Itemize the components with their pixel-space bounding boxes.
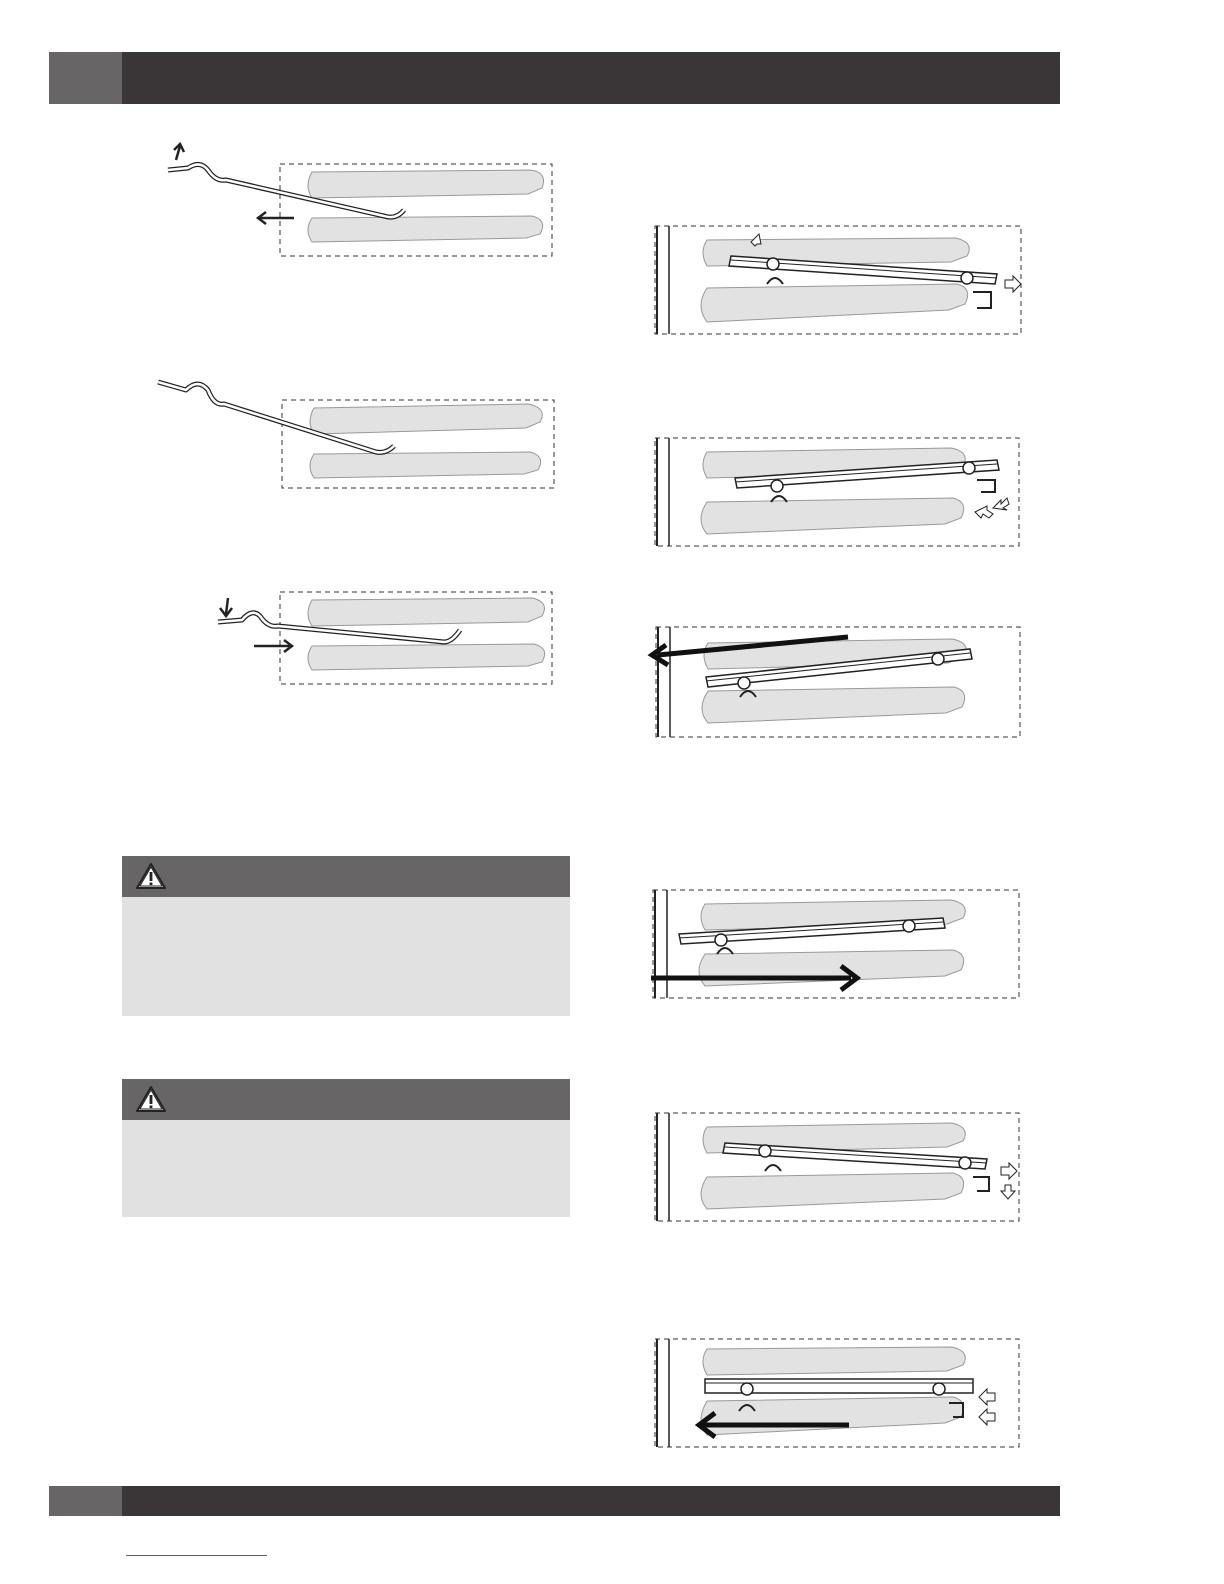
push-right-arrow-icon xyxy=(1001,1163,1017,1179)
push-left-arrow-icon xyxy=(979,1389,995,1425)
page-footer-tab xyxy=(49,1486,122,1516)
slide-rail-step-5-figure xyxy=(655,1113,1027,1223)
push-right-arrow-icon xyxy=(1005,276,1021,292)
slide-rail-step-2-figure xyxy=(655,438,1027,548)
slide-rail-step-4-figure xyxy=(645,890,1025,1002)
page-footer-bar xyxy=(49,1486,1060,1516)
page-header-tab xyxy=(49,52,122,104)
slide-rail-step-1-figure xyxy=(655,226,1027,336)
warning-box xyxy=(122,1079,570,1217)
slide-rail-step-6-figure xyxy=(655,1339,1027,1451)
warning-header xyxy=(122,856,570,897)
lift-up-arrow-icon xyxy=(174,144,184,160)
pull-left-arrow-icon xyxy=(258,212,294,224)
push-down-arrow-icon xyxy=(220,598,232,616)
warning-triangle-icon xyxy=(135,862,167,895)
push-in-arrow-icon xyxy=(975,498,1009,518)
page-header-bar xyxy=(49,52,1060,104)
rack-insert-figure xyxy=(212,590,562,690)
warning-header xyxy=(122,1079,570,1120)
lift-up-arrow-icon xyxy=(751,234,761,246)
push-down-arrow-icon xyxy=(1001,1185,1015,1199)
rack-remove-tilt-figure xyxy=(150,372,560,494)
warning-box xyxy=(122,856,570,1016)
footer-link-underline[interactable] xyxy=(126,1555,267,1556)
push-right-arrow-icon xyxy=(254,640,292,652)
slide-rail-step-3-figure xyxy=(640,627,1026,739)
warning-triangle-icon xyxy=(135,1085,167,1118)
rack-remove-lift-figure xyxy=(160,140,560,260)
